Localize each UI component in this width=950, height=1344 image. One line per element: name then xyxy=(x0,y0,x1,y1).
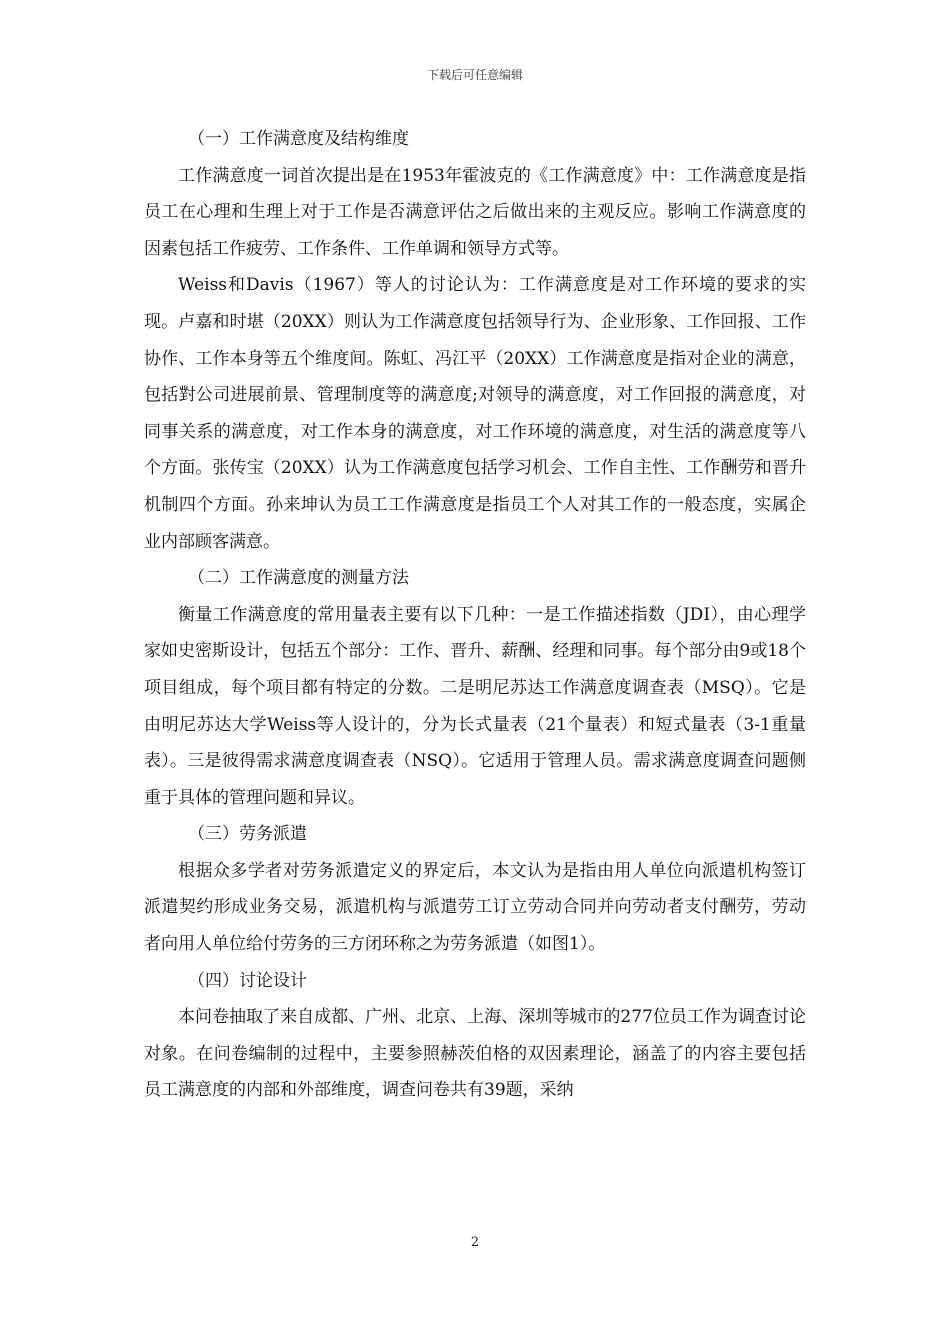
page-number: 2 xyxy=(470,1235,480,1250)
section-heading-4: （四）讨论设计 xyxy=(188,970,307,991)
section-heading-2: （二）工作满意度的测量方法 xyxy=(188,568,409,589)
paragraph-4-1: 本问卷抽取了来自成都、广州、北京、上海、深圳等城市的277位员工作为调查讨论对象。在问卷编制的过程中，主要参照赫茨伯格的双因素理论，涵盖了的内容主要包括员工满意度的内部和外部维度，调查问卷共有39题，采纳 xyxy=(144,1007,806,1101)
paragraph-2-1: 衡量工作满意度的常用量表主要有以下几种：一是工作描述指数（JDI），由心理学家如史密斯设计，包括五个部分：工作、晋升、薪酬、经理和同事。每个部分由9或18个项目组成，每个项目都有特定的分数。二是明尼苏达工作满意度调查表（MSQ）。它是由明尼苏达大学Weiss等人设计的，分为长式量表（21个量表）和短式量表（3-1重量表）。三是彼得需求满意度调查表（NSQ）。它适用于管理人员。需求满意度调查问题侧重于具体的管理问题和异议。 xyxy=(144,604,806,808)
section-heading-3: （三）劳务派遣 xyxy=(188,824,307,845)
paragraph-1-1: 工作满意度一词首次提出是在1953年霍波克的《工作满意度》中：工作满意度是指员工在心理和生理上对于工作是否满意评估之后做出来的主观反应。影响工作满意度的因素包括工作疲劳、工作条件、工作单调和领导方式等。 xyxy=(144,165,806,259)
page-header: 下载后可任意编辑 xyxy=(426,68,523,82)
paragraph-3-1: 根据众多学者对劳务派遣定义的界定后，本文认为是指由用人单位向派遣机构签订派遣契约形成业务交易，派遣机构与派遣劳工订立劳动合同并向劳动者支付酬劳，劳动者向用人单位给付劳务的三方闭环称之为劳务派遣（如图1）。 xyxy=(144,860,806,955)
document-body xyxy=(144,121,806,1109)
paragraph-1-2: Weiss和Davis（1967）等人的讨论认为：工作满意度是对工作环境的要求的实现。卢嘉和时堪（20XX）则认为工作满意度包括领导行为、企业形象、工作回报、工作协作、工作本身等五个维度间。陈虹、冯江平（20XX）工作满意度是指对企业的满意，包括對公司进展前景、管理制度等的满意度;对领导的满意度，对工作回报的满意度，对同事关系的满意度，对工作本身的满意度，对工作环境的满意度，对生活的满意度等八个方面。张传宝（20XX）认为工作满意度包括学习机会、工作自主性、工作酬劳和晋升机制四个方面。孙来坤认为员工工作满意度是指员工个人对其工作的一般态度，实属企业内部顾客满意。 xyxy=(144,275,806,552)
section-heading-1: （一）工作满意度及结构维度 xyxy=(188,129,409,149)
